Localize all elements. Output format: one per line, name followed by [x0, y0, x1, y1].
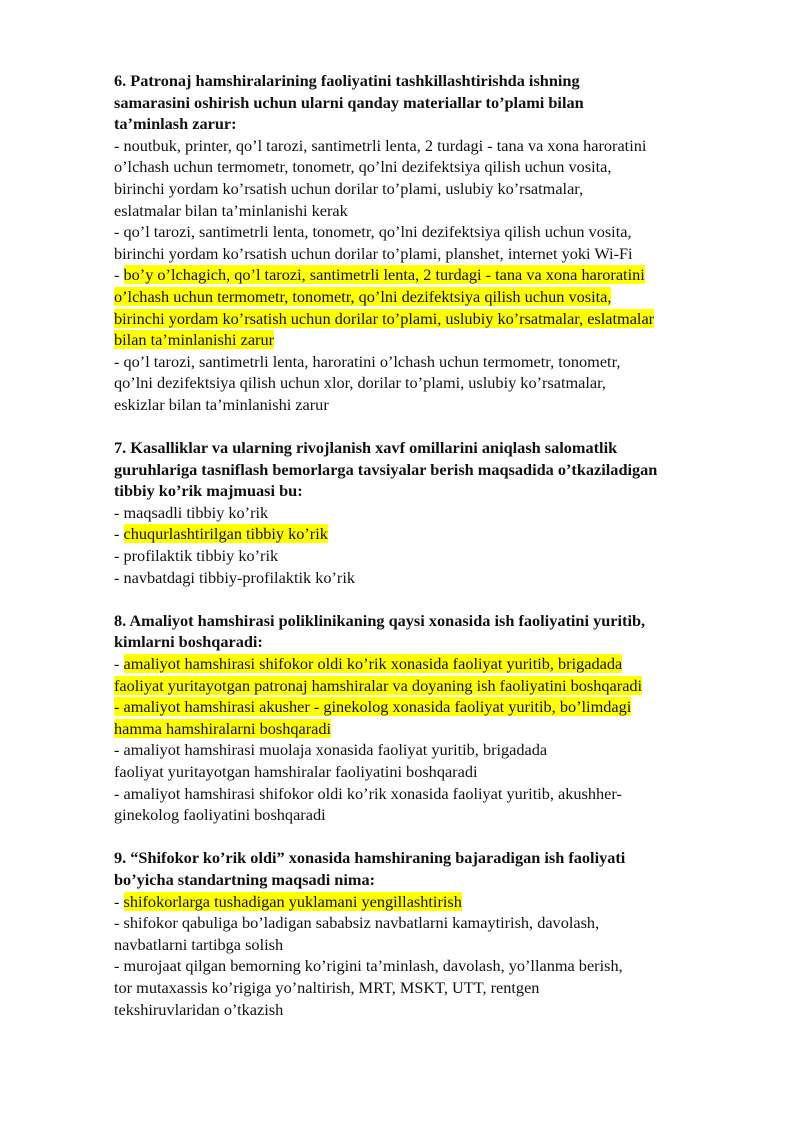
answer-text: faoliyat yuritayotgan hamshiralar faoliyatini boshqaradi: [114, 762, 478, 781]
question-title: [114, 847, 754, 890]
answer-line: [114, 372, 754, 394]
answer-text: birinchi yordam ko’rsatish uchun dorilar to’plami, uslubiy ko’rsatmalar,: [114, 178, 584, 198]
answer-line: [114, 135, 754, 157]
answer-line: [114, 351, 754, 373]
answer-option-highlighted: [114, 696, 754, 739]
answer-line: [114, 178, 754, 200]
question-title-line: 9. “Shifokor ko’rik oldi” xonasida hamshiraning bajaradigan ish faoliyati: [114, 848, 626, 868]
answer-line: [114, 221, 754, 243]
answer-option: [114, 545, 754, 567]
answer-dash: -: [114, 891, 124, 911]
answer-text: tekshiruvlaridan o’tkazish: [114, 999, 284, 1019]
answer-text: - amaliyot hamshirasi shifokor oldi ko’rik xonasida faoliyat yuritib, akushher-: [114, 783, 622, 803]
answer-line: [114, 696, 754, 718]
answer-text: - maqsadli tibbiy ko’rik: [114, 502, 269, 522]
answer-line: [114, 502, 754, 524]
answer-text: - amaliyot hamshirasi muolaja xonasida faoliyat yuritib, brigadada: [114, 740, 548, 760]
answer-text: - amaliyot hamshirasi akusher - ginekolog xonasida faoliyat yuritib, bo’limdagi: [114, 697, 632, 717]
answer-option: [114, 351, 754, 416]
question-title-line: kimlarni boshqaradi:: [114, 632, 263, 652]
answer-line: [114, 653, 754, 675]
answer-line: [114, 912, 754, 934]
question-title-line: samarasini oshirish uchun ularni qanday materiallar to’plami bilan: [114, 92, 584, 112]
answer-text: tor mutaxassis ko’rigiga yo’naltirish, MRT, MSKT, UTT, rentgen: [114, 977, 540, 997]
answer-line: [114, 156, 754, 178]
answer-dash: -: [114, 524, 124, 544]
answer-dash: -: [114, 265, 124, 285]
answer-option: [114, 783, 754, 826]
answer-text: amaliyot hamshirasi shifokor oldi ko’rik xonasida faoliyat yuritib, brigadada: [123, 654, 623, 674]
answer-line: [114, 934, 754, 956]
question-title-line: guruhlariga tasniflash bemorlarga tavsiyalar berish maqsadida o’tkaziladigan: [114, 459, 658, 479]
answer-option: [114, 502, 754, 524]
answer-line: [114, 675, 754, 697]
answer-line: [114, 286, 754, 308]
answer-text: navbatlarni tartibga solish: [114, 934, 284, 954]
answer-line: [114, 545, 754, 567]
answer-line: [114, 977, 754, 999]
answer-text: hamma hamshiralarni boshqaradi: [114, 718, 332, 738]
answer-line: [114, 308, 754, 330]
answer-line: [114, 955, 754, 977]
question-title-line: ta’minlash zarur:: [114, 114, 237, 134]
answer-text: chuqurlashtirilgan tibbiy ko’rik: [123, 524, 328, 544]
answer-option: [114, 739, 754, 782]
question-title-line: tibbiy ko’rik majmuasi bu:: [114, 481, 303, 501]
answer-line: [114, 761, 754, 783]
answer-line: [114, 243, 754, 265]
question-title: [114, 437, 754, 502]
answer-text: qo’lni dezifektsiya qilish uchun xlor, dorilar to’plami, uslubiy ko’rsatmalar,: [114, 373, 606, 393]
answer-line: [114, 739, 754, 761]
answer-line: [114, 783, 754, 805]
answer-line: [114, 718, 754, 740]
question-title: [114, 610, 754, 653]
answer-text: - navbatdagi tibbiy-profilaktik ko’rik: [114, 567, 355, 587]
question-title-line: bo’yicha standartning maqsadi nima:: [114, 869, 376, 889]
answer-text: eskizlar bilan ta’minlanishi zarur: [114, 394, 329, 414]
answer-option-highlighted: [114, 523, 754, 545]
answer-line: [114, 394, 754, 416]
answer-line: [114, 200, 754, 222]
answer-line: [114, 264, 754, 286]
answer-option: [114, 221, 754, 264]
answer-text: ginekolog faoliyatini boshqaradi: [114, 805, 326, 825]
question-title-line: 7. Kasalliklar va ularning rivojlanish xavf omillarini aniqlash salomatlik: [114, 438, 618, 458]
answer-option-highlighted: [114, 264, 754, 350]
answer-line: [114, 999, 754, 1021]
document-page: [114, 70, 754, 1042]
answer-text: bo’y o’lchagich, qo’l tarozi, santimetrli lenta, 2 turdagi - tana va xona haroratini: [123, 265, 645, 285]
question-block: [114, 610, 754, 826]
answer-text: o’lchash uchun termometr, tonometr, qo’lni dezifektsiya qilish uchun vosita,: [114, 157, 612, 177]
question-title-line: 8. Amaliyot hamshirasi poliklinikaning qaysi xonasida ish faoliyatini yuritib,: [114, 610, 646, 630]
answer-text: - qo’l tarozi, santimetrli lenta, haroratini o’lchash uchun termometr, tonometr,: [114, 351, 621, 371]
question-block: [114, 847, 754, 1020]
question-title-line: 6. Patronaj hamshiralarining faoliyatini tashkillashtirishda ishning: [114, 71, 580, 90]
answer-text: birinchi yordam ko’rsatish uchun dorilar to’plami, uslubiy ko’rsatmalar, eslatmalar: [114, 308, 655, 328]
answer-line: [114, 804, 754, 826]
answer-text: - profilaktik tibbiy ko’rik: [114, 546, 279, 566]
answer-dash: -: [114, 654, 124, 674]
answer-option-highlighted: [114, 653, 754, 696]
answer-line: [114, 329, 754, 351]
answer-text: - qo’l tarozi, santimetrli lenta, tonometr, qo’lni dezifektsiya qilish uchun vosita,: [114, 222, 632, 242]
answer-text: eslatmalar bilan ta’minlanishi kerak: [114, 200, 348, 220]
question-block: [114, 437, 754, 588]
question-title: [114, 70, 754, 135]
answer-text: birinchi yordam ko’rsatish uchun dorilar to’plami, planshet, internet yoki Wi-Fi: [114, 243, 633, 263]
answer-line: [114, 891, 754, 913]
answer-text: shifokorlarga tushadigan yuklamani yengillashtirish: [123, 891, 462, 911]
answer-text: faoliyat yuritayotgan patronaj hamshiralar va doyaning ish faoliyatini boshqaradi: [114, 675, 643, 695]
answer-line: [114, 523, 754, 545]
answer-line: [114, 567, 754, 589]
answer-option: [114, 912, 754, 955]
answer-option-highlighted: [114, 891, 754, 913]
answer-text: bilan ta’minlanishi zarur: [114, 330, 275, 350]
answer-option: [114, 567, 754, 589]
answer-text: - noutbuk, printer, qo’l tarozi, santimetrli lenta, 2 turdagi - tana va xona haroratini: [114, 135, 647, 155]
answer-text: - murojaat qilgan bemorning ko’rigini ta’minlash, davolash, yo’llanma berish,: [114, 956, 623, 976]
answer-text: - shifokor qabuliga bo’ladigan sababsiz navbatlarni kamaytirish, davolash,: [114, 913, 600, 933]
answer-option: [114, 135, 754, 221]
question-block: [114, 70, 754, 416]
answer-text: o’lchash uchun termometr, tonometr, qo’lni dezifektsiya qilish uchun vosita,: [114, 286, 612, 306]
answer-option: [114, 955, 754, 1020]
